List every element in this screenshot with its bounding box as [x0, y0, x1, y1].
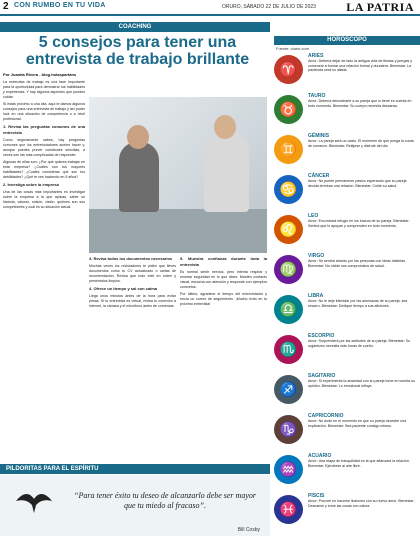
- sign-name: CÁNCER: [308, 173, 330, 179]
- zodiac-icon: ♑: [274, 415, 303, 444]
- sign-name: CAPRICORNIO: [308, 413, 344, 419]
- sign-name: ARIES: [308, 53, 324, 59]
- sign-name: ACUARIO: [308, 453, 332, 459]
- quote-box: [0, 475, 270, 536]
- sign-name: LEO: [308, 213, 319, 219]
- horoscope-sign: [274, 213, 420, 251]
- horoscope-sign: [274, 453, 420, 491]
- zodiac-icon: ♐: [274, 375, 303, 404]
- newspaper-logo: LA PATRIA: [346, 0, 414, 14]
- article-photo: [89, 97, 267, 253]
- quote-text: “Para tener éxito tu deseo de alcanzarlo debe ser mayor que tu miedo al fracaso”.: [74, 491, 256, 510]
- sign-text: Amor: No puede permanecer pasivo esperando que su pareja decida terminar una relación. Bienestar: Cuide su salud.: [308, 179, 407, 188]
- horoscope-sign: [274, 333, 420, 371]
- horoscope-sign: [274, 253, 420, 291]
- quote-author: Bill Cosby: [237, 527, 260, 533]
- article-kicker: COACHING: [0, 22, 270, 32]
- sign-text: Amor: Procure no hacerse ilusiones con su nuevo amor. Bienestar: Descanse y tome las cosas con calma.: [308, 499, 415, 508]
- zodiac-icon: ♒: [274, 455, 303, 484]
- dateline: ORURO, SÁBADO 22 DE JULIO DE 2023: [222, 4, 316, 10]
- horoscope-title: HORÓSCOPO: [274, 36, 420, 45]
- horoscope-sign: [274, 493, 420, 531]
- sign-name: SAGITARIO: [308, 373, 336, 379]
- article-title: 5 consejos para tener una entrevista de trabajo brillante: [25, 34, 250, 68]
- article-column-3: [180, 256, 267, 460]
- sign-text: Amor: No le deje intimidar por las amenazas de su pareja, sea sincero. Bienestar: Dedique tiempo a sus aficiones.: [308, 299, 408, 308]
- article-subheading: 3. Revisa todos los documentos necesarios: [89, 256, 173, 261]
- zodiac-icon: ♉: [274, 95, 303, 124]
- article-paragraph: Una de las cosas más importantes es investigar sobre la empresa a la que aplicas, saber su historia, valores, misión, visión, quiénes son sus competidores y cuál es su situación actual.: [3, 190, 85, 209]
- article-paragraph: Por último, agradece el tiempo del entrevistador y envía un correo de seguimiento. ¡Mucho éxito en tu próxima entrevista!: [180, 292, 267, 306]
- article-subheading: 5. Muestra confianza durante toda la entrevista: [180, 256, 267, 267]
- horoscope-sign: [274, 173, 420, 211]
- page-number: 2: [3, 1, 9, 12]
- zodiac-icon: ♏: [274, 335, 303, 364]
- sign-text: Amor: Si experimenta la ansiedad con su pareja tome en cuenta su opinión. Bienestar: Lo emocional influye.: [308, 379, 416, 388]
- sign-name: VIRGO: [308, 253, 325, 259]
- pildoritas-title: PILDORITAS PARA EL ESPÍRITU: [0, 464, 270, 474]
- sign-name: LIBRA: [308, 293, 324, 299]
- horoscope-sign: [274, 293, 420, 331]
- horoscope-sign: [274, 93, 420, 131]
- sign-text: Amor: La pareja será un oasis. El momento de que ponga la cuota de romance. Bienestar: Relájese y disfrute del día.: [308, 139, 414, 148]
- zodiac-icon: ♍: [274, 255, 303, 284]
- sign-text: Amor: Debería dejar de lado la antigua vida de fiestas y juergas y comenzar a formar una relación formal y duradera. Bienestar: La paciencia será su aliada.: [308, 59, 413, 73]
- sign-name: TAURO: [308, 93, 326, 99]
- sign-text: Amor: Debería demostrarle a su pareja que lo tiene en cuenta en todo momento. Bienestar: Su cuerpo necesita descanso.: [308, 99, 412, 108]
- sign-text: Amor: Encontrará refugio en los brazos de su pareja. Bienestar: Sentirá que lo apoyan y comprenden en todo momento.: [308, 219, 410, 228]
- sign-name: GÉMINIS: [308, 133, 330, 139]
- zodiac-icon: ♓: [274, 495, 303, 524]
- horoscope-sign: [274, 373, 420, 411]
- eagle-icon: [14, 483, 54, 523]
- article-paragraph: Como seguramente sabes, hay preguntas comunes que los entrevistadores suelen hacer y, aunque puedes prever cuestiones sencillas, a veces son las más complicadas de responder.: [3, 138, 85, 157]
- sign-name: PISCIS: [308, 493, 325, 499]
- sign-name: ESCORPIO: [308, 333, 335, 339]
- article-column-1: [3, 80, 85, 460]
- sign-text: Amor: Una etapa de tranquilidad en la que afianzará la relación. Bienestar: Ejercítese al aire libre.: [308, 459, 410, 468]
- article-paragraph: Es normal sentir nervios, pero intenta respirar y mostrar seguridad en lo que dices. Mantén contacto visual, escucha con atención y responde con ejemplos concretos.: [180, 270, 267, 289]
- article-paragraph: Algunas de ellas son: ¿Por qué quieres trabajar en esta empresa? ¿Cuáles son tus mayores habilidades? ¿Cuáles consideras que son tus debilidades? ¿Qué te ves haciendo en 5 años?: [3, 160, 85, 179]
- sign-text: Amor: Se sentirá atraído por las personas con ideas distintas. Bienestar: No olvide sus compromisos de salud.: [308, 259, 407, 268]
- article-byline: Por Juanita Rivera - blog.holaspartans: [3, 72, 77, 77]
- article-subheading: 2. Investiga sobre la empresa: [3, 182, 59, 187]
- sign-text: Amor: Sorprenderá por las actitudes de su pareja. Bienestar: Su organismo necesita más horas de sueño.: [308, 339, 411, 348]
- article-subheading: 1. Revisa las preguntas comunes de una entrevista: [3, 124, 85, 135]
- horoscope-sign: [274, 133, 420, 171]
- sign-text: Amor: No dude en el momento en que su pareja necesite una explicación. Bienestar: Sea paciente consigo mismo.: [308, 419, 407, 428]
- article-paragraph: Si estás próximo a una cita, aquí te damos algunos consejos para una entrevista de trabajo y así poder lucir en una situación de competencia o a nivel profesional.: [3, 102, 85, 121]
- zodiac-icon: ♌: [274, 215, 303, 244]
- page-header: [0, 0, 420, 16]
- zodiac-icon: ♊: [274, 135, 303, 164]
- zodiac-icon: ♎: [274, 295, 303, 324]
- article-paragraph: La entrevista de trabajo es una fase importante para la oportunidad para demostrar tus habilidades y experiencia. Y hay algunos aspectos que puedes cuidar.: [3, 80, 85, 99]
- article-paragraph: Muchas veces los reclutadores te piden que lleves documentos como tu CV actualizado o cartas de recomendación. Revisa que todo esté en orden y preséntalos limpios.: [89, 264, 176, 283]
- horoscope-sign: [274, 53, 420, 91]
- horoscope-sign: [274, 413, 420, 451]
- article-column-2: [89, 256, 176, 460]
- article-paragraph: Llega unos minutos antes de la hora para evitar prisas. Si tu entrevista es virtual, revisa tu conexión a internet, la cámara y el micrófono antes de comenzar.: [89, 294, 176, 308]
- article-subheading: 4. Ofrece un tiempo y sal con calma: [89, 286, 158, 291]
- horoscope-source: Fuente: clarin.com: [276, 46, 309, 51]
- zodiac-icon: ♈: [274, 55, 303, 84]
- section-title: CON RUMBO EN TU VIDA: [14, 2, 106, 9]
- zodiac-icon: ♋: [274, 175, 303, 204]
